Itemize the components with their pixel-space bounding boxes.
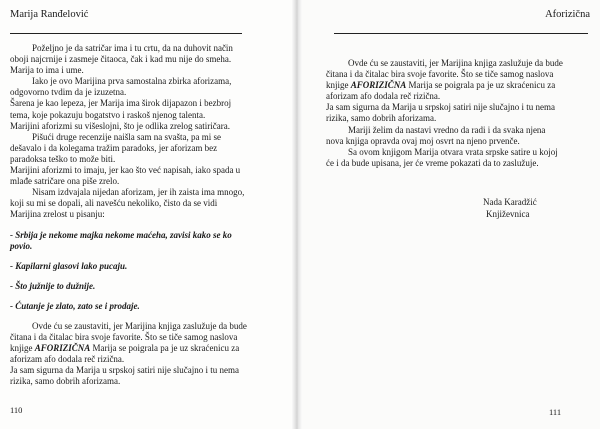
left-paragraph: Pišući druge recenzije naišla sam na svašta, pa mi se dešavalo i da kolegama tražim paradoks, jer aforizam bez paradoksa teško to može biti. bbox=[10, 131, 221, 164]
left-paragraph: Poželjno je da satričar ima i tu crtu, da na duhovit način oboji najcrnije i zasmeje čitaoca, čak i kad mu nije do smeha. Marija to ima i ume. bbox=[10, 43, 233, 76]
left-header-rule bbox=[10, 33, 242, 34]
right-paragraph bbox=[326, 58, 564, 102]
right-header-rule bbox=[334, 33, 588, 34]
right-running-header: Aforizična bbox=[545, 9, 590, 20]
spacer bbox=[10, 221, 250, 230]
right-page-number: 111 bbox=[549, 407, 562, 417]
paragraph-text: Marija se poigrala pa je uz skraćenicu za aforizam afo dodala reč rizična. bbox=[10, 343, 240, 365]
spacer bbox=[10, 252, 250, 261]
aphorism-quote: - Što južnije to dužnije. bbox=[10, 280, 96, 291]
right-paragraph: Ja sam sigurna da Marija u srpskoj satiri nije slučajno i tu nema rizika, samo dobrih aforizama. bbox=[326, 102, 555, 124]
paragraph-text: Marija se poigrala pa je uz skraćenicu za aforizam afo dodala reč rizična. bbox=[326, 80, 556, 102]
right-paragraph: Sa ovom knjigom Marija otvara vrata srpske satire u kojoj će i da bude upisana, jer će vreme pokazati da to zaslužuje. bbox=[326, 146, 558, 168]
book-gutter bbox=[292, 0, 302, 429]
aphorism-quote: - Ćutanje je zlato, zato se i prodaje. bbox=[10, 300, 140, 311]
book-title: AFORIZIČNA bbox=[34, 343, 91, 354]
paragraph-text: Ovde ću se zaustaviti, jer Marijina knjiga zaslužuje da bude čitana i da čitalac bira svoje favorite. Što se tiče samog naslova knjige bbox=[326, 58, 563, 91]
left-body-text bbox=[10, 43, 250, 388]
left-paragraph: Nisam izdvajala nijedan aforizam, jer ih zaista ima mnogo, koji su mi se dopali, ali navešću nekoliko, čisto da se vidi Marijina zrelost u pisanju: bbox=[10, 187, 245, 220]
left-paragraph: Šarena je kao lepeza, jer Marija ima širok dijapazon i bezbroj tema, koje pokazuju bogatstvo i raskoš njenog talenta. bbox=[10, 98, 232, 120]
left-paragraph bbox=[10, 321, 250, 365]
left-paragraph: Iako je ovo Marijina prva samostalna zbirka aforizama, odgovorno tvdim da je izuzetna. bbox=[10, 76, 232, 98]
spacer bbox=[10, 292, 250, 301]
spacer bbox=[10, 272, 250, 281]
signature-title: Književnica bbox=[486, 209, 530, 219]
right-paragraph: Mariji želim da nastavi vredno da radi i da svaka njena nova knjiga opravda ovaj moj osvrt na njeno prvenče. bbox=[326, 124, 546, 146]
spacer bbox=[10, 312, 250, 321]
left-paragraph: Marijini aforizmi to imaju, jer kao što već napisah, iako spada u mlađe satričare ona piše zrelo. bbox=[10, 165, 241, 187]
left-running-header: Marija Ranđelović bbox=[10, 9, 89, 20]
aphorism-quote: - Kapilarni glasovi lako pucaju. bbox=[10, 260, 128, 271]
paragraph-text: Ovde ću se zaustaviti, jer Marijina knjiga zaslužuje da bude čitana i da čitalac bira svoje favorite. Što se tiče samog naslova knjige bbox=[10, 320, 247, 354]
left-paragraph: Marijini aforizmi su višeslojni, što je odlika zrelog satiričara. bbox=[10, 120, 230, 131]
right-page bbox=[298, 0, 600, 429]
left-page bbox=[0, 0, 296, 429]
left-paragraph: Ja sam sigurna da Marija u srpskoj satiri nije slučajno i tu nema rizika, samo dobrih aforizama. bbox=[10, 365, 239, 387]
right-body-text bbox=[326, 58, 564, 169]
book-title: AFORIZIČNA bbox=[350, 80, 407, 91]
aphorism-quote: - Srbija je nekome majka nekome maćeha, zavisi kako se ko povio. bbox=[10, 229, 232, 251]
left-page-number: 110 bbox=[10, 405, 23, 415]
signature-name: Nada Karadžić bbox=[483, 197, 537, 207]
